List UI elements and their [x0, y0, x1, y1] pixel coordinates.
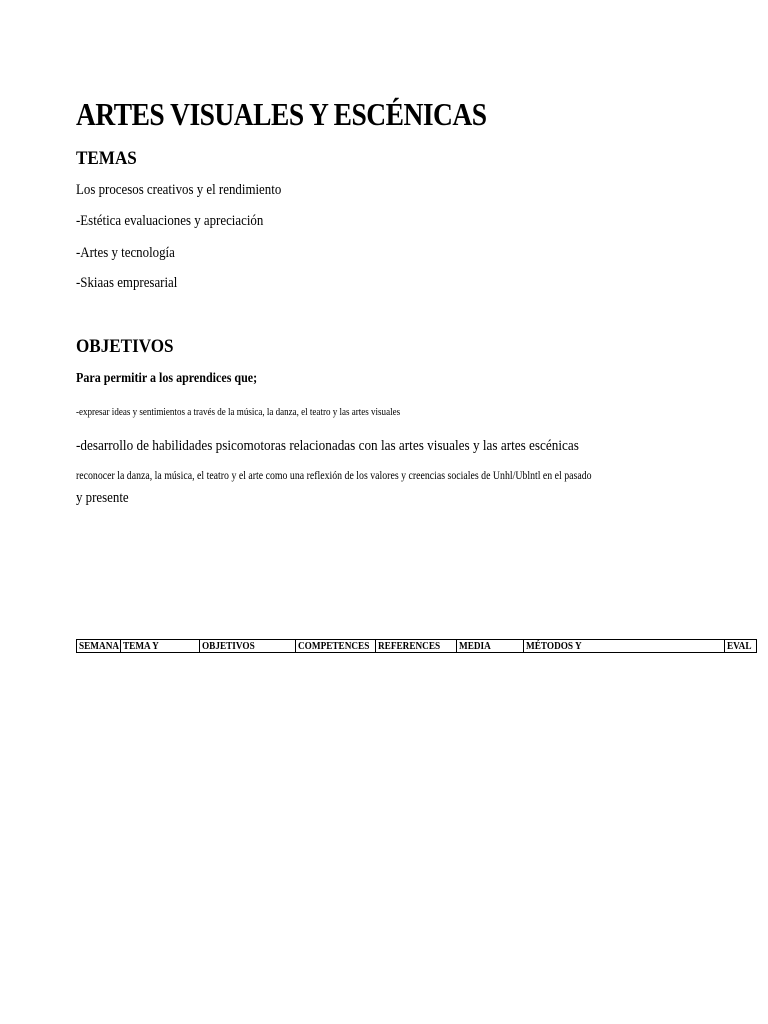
- table-header-cell: COMPETENCES: [296, 640, 376, 652]
- objetivos-heading: OBJETIVOS: [76, 336, 174, 357]
- table-header-cell: EVAL: [727, 640, 752, 652]
- objetivos-intro: Para permitir a los aprendices que;: [76, 371, 258, 386]
- table-header-cell: REFERENCES: [376, 640, 457, 652]
- temas-item: Los procesos creativos y el rendimiento: [76, 182, 282, 198]
- objetivos-line: reconocer la danza, la música, el teatro y el arte como una reflexión de los valores y creencias sociales de Unhl/Ublntl en el pasado: [76, 468, 592, 482]
- table-header-cell: TEMA Y: [121, 640, 200, 652]
- table-header-cell: OBJETIVOS: [200, 640, 296, 652]
- objetivos-line: -desarrollo de habilidades psicomotoras relacionadas con las artes visuales y las artes escénicas: [76, 438, 579, 454]
- document-title: ARTES VISUALES Y ESCÉNICAS: [76, 96, 487, 132]
- temas-item: -Skiaas empresarial: [76, 275, 178, 291]
- schedule-table-header: [76, 639, 757, 653]
- table-header-cell: MEDIA: [457, 640, 524, 652]
- temas-item: -Artes y tecnología: [76, 245, 175, 261]
- objetivos-line: -expresar ideas y sentimientos a través de la música, la danza, el teatro y las artes visuales: [76, 406, 401, 418]
- objetivos-line: y presente: [76, 490, 129, 506]
- table-header-cell: MÉTODOS Y: [524, 640, 725, 652]
- temas-heading: TEMAS: [76, 148, 137, 169]
- table-header-cell: SEMANA: [79, 640, 120, 652]
- temas-item: -Estética evaluaciones y apreciación: [76, 213, 264, 229]
